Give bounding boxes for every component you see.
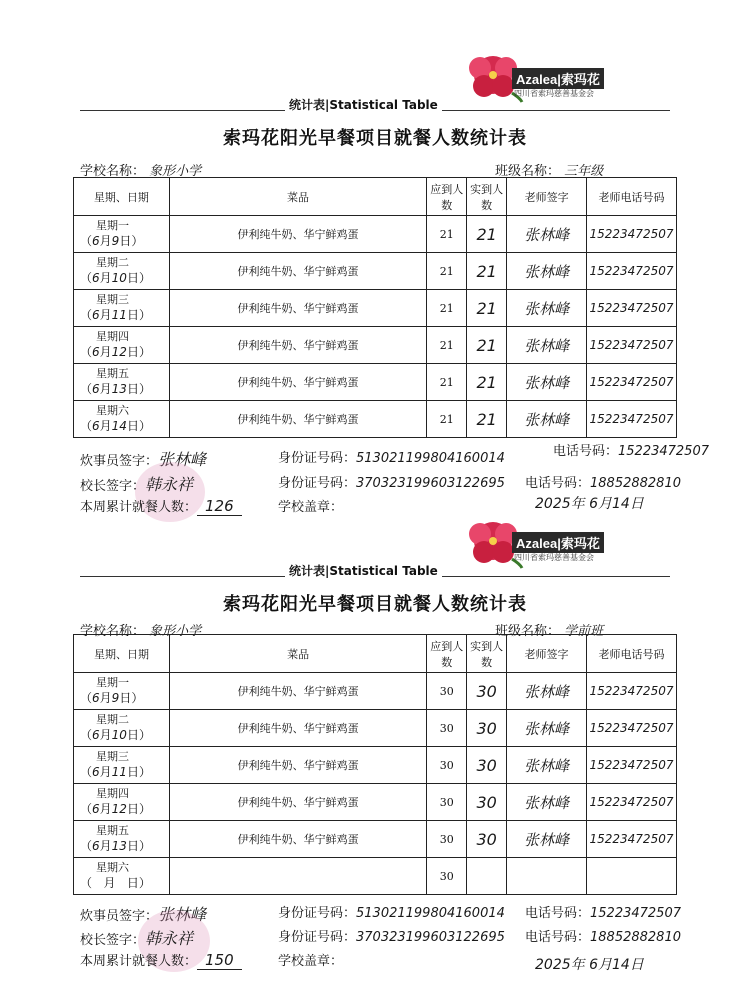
school-name: 学校名称： 象形小学	[80, 624, 202, 639]
col-header: 实到人数	[467, 178, 507, 216]
brand-org: 四川省索玛慈善基金会	[514, 89, 594, 98]
brand-org: 四川省索玛慈善基金会	[514, 553, 594, 562]
day-date-cell: 星期六 （6月14日）	[74, 401, 170, 438]
teacher-phone: 15223472507	[587, 401, 677, 438]
col-header: 星期、日期	[74, 178, 170, 216]
menu-cell: 伊利纯牛奶、华宁鲜鸡蛋	[169, 364, 426, 401]
actual-cell: 21	[467, 364, 507, 401]
menu-cell: 伊利纯牛奶、华宁鲜鸡蛋	[169, 290, 426, 327]
expected-cell: 21	[427, 401, 467, 438]
principal-signature-line: 校长签字：韩永祥	[80, 929, 194, 948]
actual-cell: 30	[467, 784, 507, 821]
teacher-signature: 张林峰	[507, 673, 587, 710]
class-name: 班级名称： 三年级	[495, 164, 604, 179]
teacher-phone: 15223472507	[586, 784, 676, 821]
weekly-total-line: 本周累计就餐人数： 150	[80, 950, 242, 969]
teacher-phone: 15223472507	[587, 253, 677, 290]
menu-cell: 伊利纯牛奶、华宁鲜鸡蛋	[169, 673, 426, 710]
actual-cell: 30	[467, 710, 507, 747]
cook-signature-line: 炊事员签字：张林峰	[80, 450, 207, 469]
principal-id-line: 身份证号码：370323199603122695	[278, 476, 505, 491]
cook-id-line: 身份证号码：513021199804160014	[278, 451, 505, 466]
brand-logo: Azalea|索玛花	[512, 68, 604, 89]
expected-cell: 21	[427, 253, 467, 290]
day-date-cell: 星期四 （6月12日）	[74, 784, 170, 821]
teacher-phone: 15223472507	[587, 327, 677, 364]
cook-phone-line: 电话号码：15223472507	[525, 906, 681, 921]
attendance-table	[73, 634, 677, 895]
day-date-cell: 星期五 （6月13日）	[74, 821, 170, 858]
menu-cell: 伊利纯牛奶、华宁鲜鸡蛋	[169, 327, 426, 364]
school-seal-line: 学校盖章：	[278, 954, 344, 969]
table-row	[74, 401, 677, 438]
teacher-phone: 15223472507	[587, 364, 677, 401]
actual-cell: 21	[467, 253, 507, 290]
actual-cell: 30	[467, 821, 507, 858]
actual-cell: 21	[467, 290, 507, 327]
day-date-cell: 星期二 （6月10日）	[74, 710, 170, 747]
day-date-cell: 星期四 （6月12日）	[74, 327, 170, 364]
cook-id-line: 身份证号码：513021199804160014	[278, 906, 505, 921]
day-date-cell: 星期一 （6月9日）	[74, 673, 170, 710]
col-header: 老师签字	[507, 635, 587, 673]
col-header: 菜品	[169, 635, 426, 673]
cook-signature-line: 炊事员签字：张林峰	[80, 905, 207, 924]
table-row	[74, 821, 677, 858]
expected-cell: 30	[427, 710, 467, 747]
teacher-phone: 15223472507	[587, 290, 677, 327]
menu-cell: 伊利纯牛奶、华宁鲜鸡蛋	[169, 784, 426, 821]
cook-phone-line: 电话号码：15223472507	[553, 444, 709, 459]
table-row	[74, 327, 677, 364]
menu-cell: 伊利纯牛奶、华宁鲜鸡蛋	[169, 710, 426, 747]
col-header: 老师电话号码	[586, 635, 676, 673]
teacher-phone: 15223472507	[586, 673, 676, 710]
teacher-signature: 张林峰	[507, 253, 587, 290]
teacher-signature: 张林峰	[507, 821, 587, 858]
table-row	[74, 253, 677, 290]
table-row	[74, 673, 677, 710]
day-date-cell: 星期二 （6月10日）	[74, 253, 170, 290]
menu-cell: 伊利纯牛奶、华宁鲜鸡蛋	[169, 216, 426, 253]
brand-logo: Azalea|索玛花	[512, 532, 604, 553]
actual-cell	[467, 858, 507, 895]
expected-cell: 30	[427, 747, 467, 784]
expected-cell: 21	[427, 216, 467, 253]
school-seal-line: 学校盖章：	[278, 500, 344, 515]
expected-cell: 30	[427, 784, 467, 821]
day-date-cell: 星期三 （6月11日）	[74, 290, 170, 327]
col-header: 老师电话号码	[587, 178, 677, 216]
teacher-signature: 张林峰	[507, 290, 587, 327]
expected-cell: 30	[427, 858, 467, 895]
teacher-signature	[507, 858, 587, 895]
menu-cell: 伊利纯牛奶、华宁鲜鸡蛋	[169, 253, 426, 290]
table-row	[74, 747, 677, 784]
stat-label: 统计表|Statistical Table	[285, 96, 442, 113]
day-date-cell: 星期一 （6月9日）	[74, 216, 170, 253]
weekly-total-line: 本周累计就餐人数： 126	[80, 496, 242, 515]
stat-label: 统计表|Statistical Table	[285, 562, 442, 579]
principal-phone-line: 电话号码：18852882810	[525, 930, 681, 945]
teacher-signature: 张林峰	[507, 327, 587, 364]
actual-cell: 30	[467, 673, 507, 710]
menu-cell: 伊利纯牛奶、华宁鲜鸡蛋	[169, 821, 426, 858]
teacher-signature: 张林峰	[507, 216, 587, 253]
form-title: 索玛花阳光早餐项目就餐人数统计表	[223, 128, 527, 149]
teacher-phone: 15223472507	[586, 710, 676, 747]
table-row	[74, 784, 677, 821]
expected-cell: 21	[427, 364, 467, 401]
form-2	[0, 512, 750, 1000]
teacher-signature: 张林峰	[507, 747, 587, 784]
menu-cell	[169, 858, 426, 895]
table-row	[74, 858, 677, 895]
teacher-signature: 张林峰	[507, 364, 587, 401]
principal-id-line: 身份证号码：370323199603122695	[278, 930, 505, 945]
table-row	[74, 290, 677, 327]
sign-date: 2025年 6月14日	[535, 496, 644, 512]
day-date-cell: 星期三 （6月11日）	[74, 747, 170, 784]
day-date-cell: 星期六 （ 月 日）	[74, 858, 170, 895]
menu-cell: 伊利纯牛奶、华宁鲜鸡蛋	[169, 747, 426, 784]
expected-cell: 30	[427, 821, 467, 858]
teacher-signature: 张林峰	[507, 401, 587, 438]
teacher-phone	[586, 858, 676, 895]
school-name: 学校名称： 象形小学	[80, 164, 202, 179]
menu-cell: 伊利纯牛奶、华宁鲜鸡蛋	[169, 401, 426, 438]
col-header: 星期、日期	[74, 635, 170, 673]
table-row	[74, 710, 677, 747]
actual-cell: 21	[467, 327, 507, 364]
teacher-signature: 张林峰	[507, 784, 587, 821]
table-row	[74, 364, 677, 401]
teacher-phone: 15223472507	[587, 216, 677, 253]
class-name: 班级名称： 学前班	[495, 624, 604, 639]
table-row	[74, 216, 677, 253]
col-header: 应到人数	[427, 178, 467, 216]
teacher-signature: 张林峰	[507, 710, 587, 747]
col-header: 应到人数	[427, 635, 467, 673]
form-title: 索玛花阳光早餐项目就餐人数统计表	[223, 594, 527, 615]
col-header: 老师签字	[507, 178, 587, 216]
expected-cell: 21	[427, 290, 467, 327]
col-header: 菜品	[169, 178, 426, 216]
teacher-phone: 15223472507	[586, 821, 676, 858]
actual-cell: 21	[467, 401, 507, 438]
day-date-cell: 星期五 （6月13日）	[74, 364, 170, 401]
principal-signature-line: 校长签字：韩永祥	[80, 475, 194, 494]
principal-phone-line: 电话号码：18852882810	[525, 476, 681, 491]
attendance-table	[73, 177, 677, 438]
actual-cell: 21	[467, 216, 507, 253]
teacher-phone: 15223472507	[586, 747, 676, 784]
col-header: 实到人数	[467, 635, 507, 673]
table-header	[74, 635, 677, 673]
expected-cell: 30	[427, 673, 467, 710]
table-header	[74, 178, 677, 216]
actual-cell: 30	[467, 747, 507, 784]
sign-date: 2025年 6月14日	[535, 957, 644, 973]
expected-cell: 21	[427, 327, 467, 364]
